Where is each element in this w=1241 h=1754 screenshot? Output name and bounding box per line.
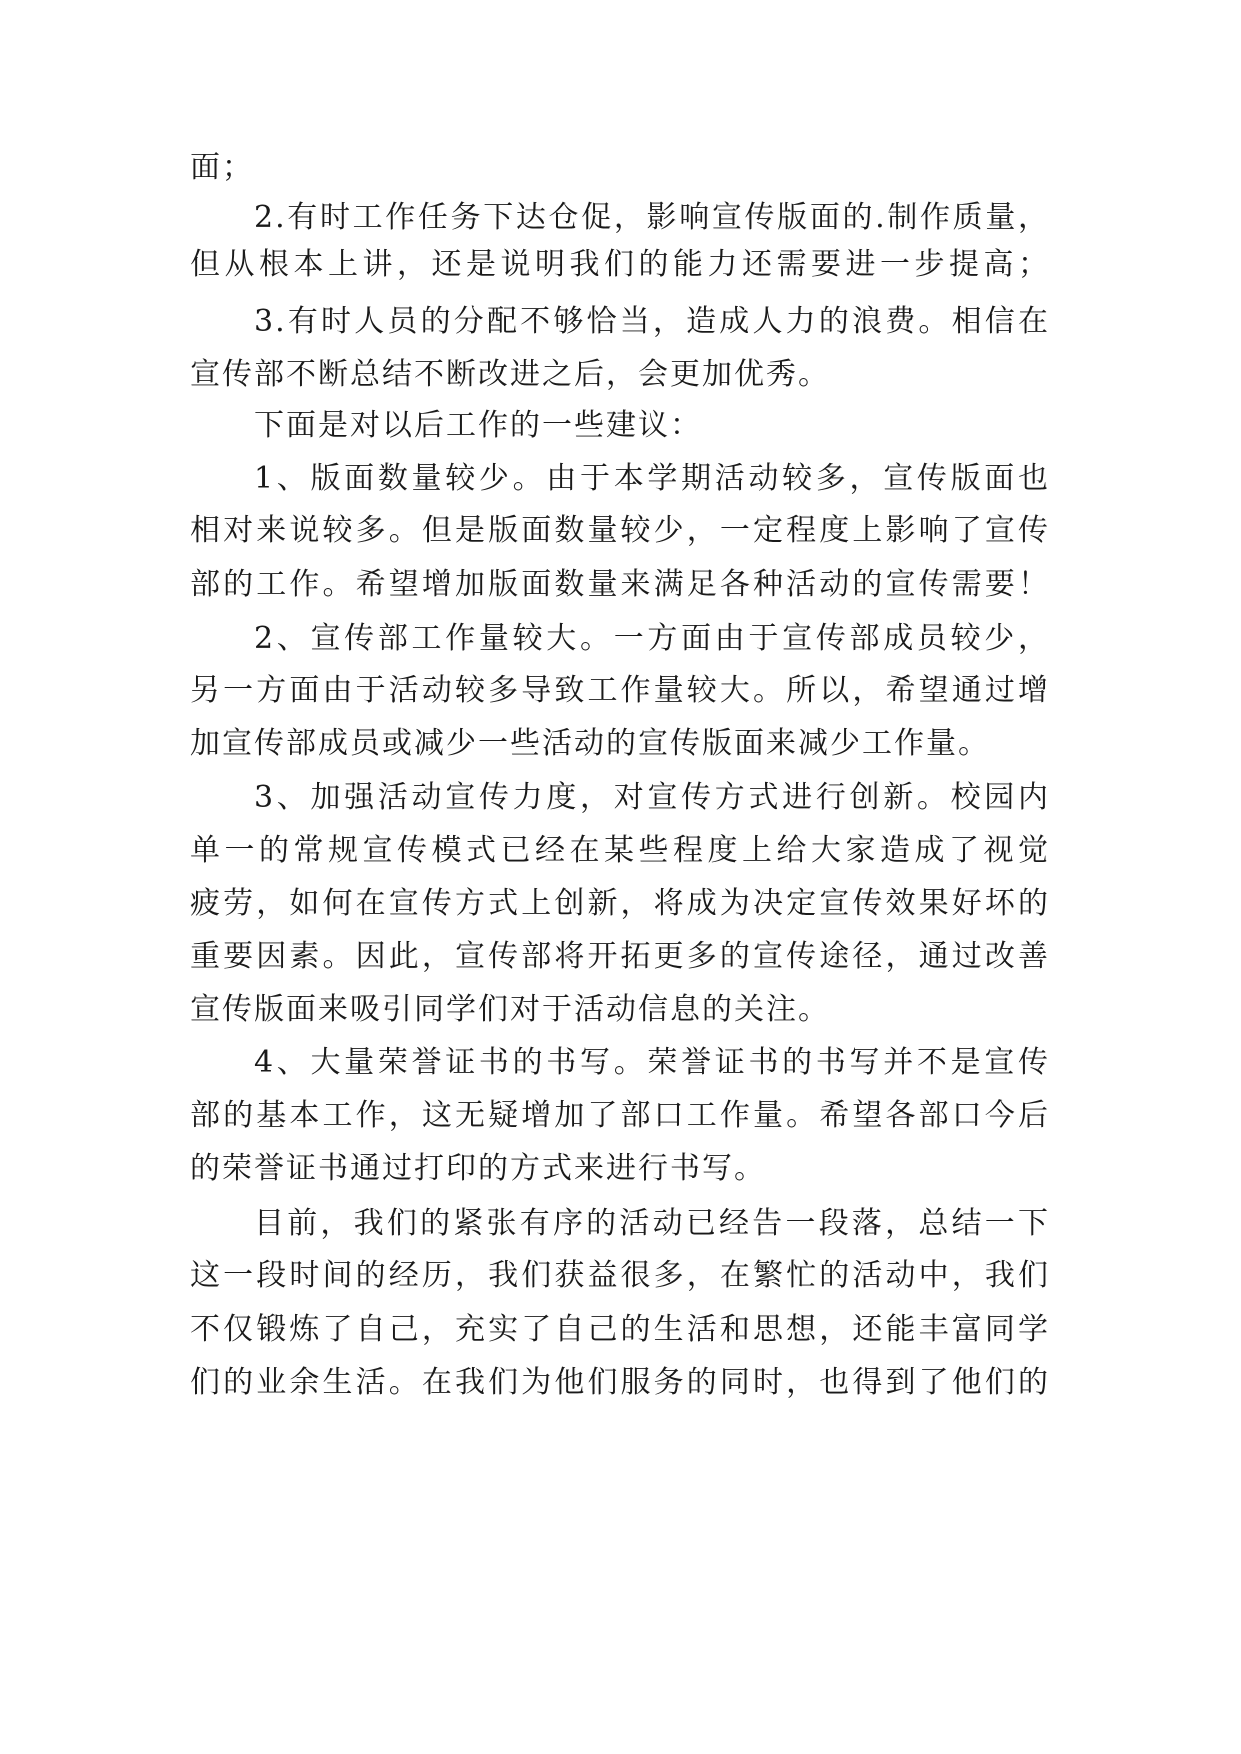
text-line: 4、大量荣誉证书的书写。荣誉证书的书写并不是宣传 <box>254 1045 1050 1080</box>
text-line: 重要因素。因此，宣传部将开拓更多的宣传途径，通过改善 <box>190 939 1050 974</box>
text-line: 目前，我们的紧张有序的活动已经告一段落，总结一下 <box>254 1206 1050 1241</box>
text-line: 下面是对以后工作的一些建议： <box>254 408 702 443</box>
text-line: 部的工作。希望增加版面数量来满足各种活动的宣传需要！ <box>190 567 1050 602</box>
text-line: 这一段时间的经历，我们获益很多，在繁忙的活动中，我们 <box>190 1258 1050 1293</box>
text-line: 加宣传部成员或减少一些活动的宣传版面来减少工作量。 <box>190 726 990 761</box>
text-line: 2、宣传部工作量较大。一方面由于宣传部成员较少， <box>254 621 1050 656</box>
text-line: 疲劳，如何在宣传方式上创新，将成为决定宣传效果好坏的 <box>190 886 1050 921</box>
text-line: 们的业余生活。在我们为他们服务的同时，也得到了他们的 <box>190 1365 1050 1400</box>
text-line: 宣传版面来吸引同学们对于活动信息的关注。 <box>190 992 830 1027</box>
text-line: 相对来说较多。但是版面数量较少，一定程度上影响了宣传 <box>190 513 1050 548</box>
text-line: 单一的常规宣传模式已经在某些程度上给大家造成了视觉 <box>190 833 1050 868</box>
text-line: 宣传部不断总结不断改进之后，会更加优秀。 <box>190 357 830 392</box>
text-line: 3.有时人员的分配不够恰当，造成人力的浪费。相信在 <box>254 304 1050 339</box>
text-line: 3、加强活动宣传力度，对宣传方式进行创新。校园内 <box>254 780 1050 815</box>
text-line: 面； <box>190 150 254 185</box>
text-line: 但从根本上讲，还是说明我们的能力还需要进一步提高； <box>190 247 1050 282</box>
text-line: 的荣誉证书通过打印的方式来进行书写。 <box>190 1151 766 1186</box>
text-line: 不仅锻炼了自己，充实了自己的生活和思想，还能丰富同学 <box>190 1312 1050 1347</box>
text-line: 2.有时工作任务下达仓促，影响宣传版面的.制作质量， <box>254 200 1050 235</box>
text-line: 部的基本工作，这无疑增加了部口工作量。希望各部口今后 <box>190 1098 1050 1133</box>
text-line: 另一方面由于活动较多导致工作量较大。所以，希望通过增 <box>190 673 1050 708</box>
text-line: 1、版面数量较少。由于本学期活动较多，宣传版面也 <box>254 461 1050 496</box>
